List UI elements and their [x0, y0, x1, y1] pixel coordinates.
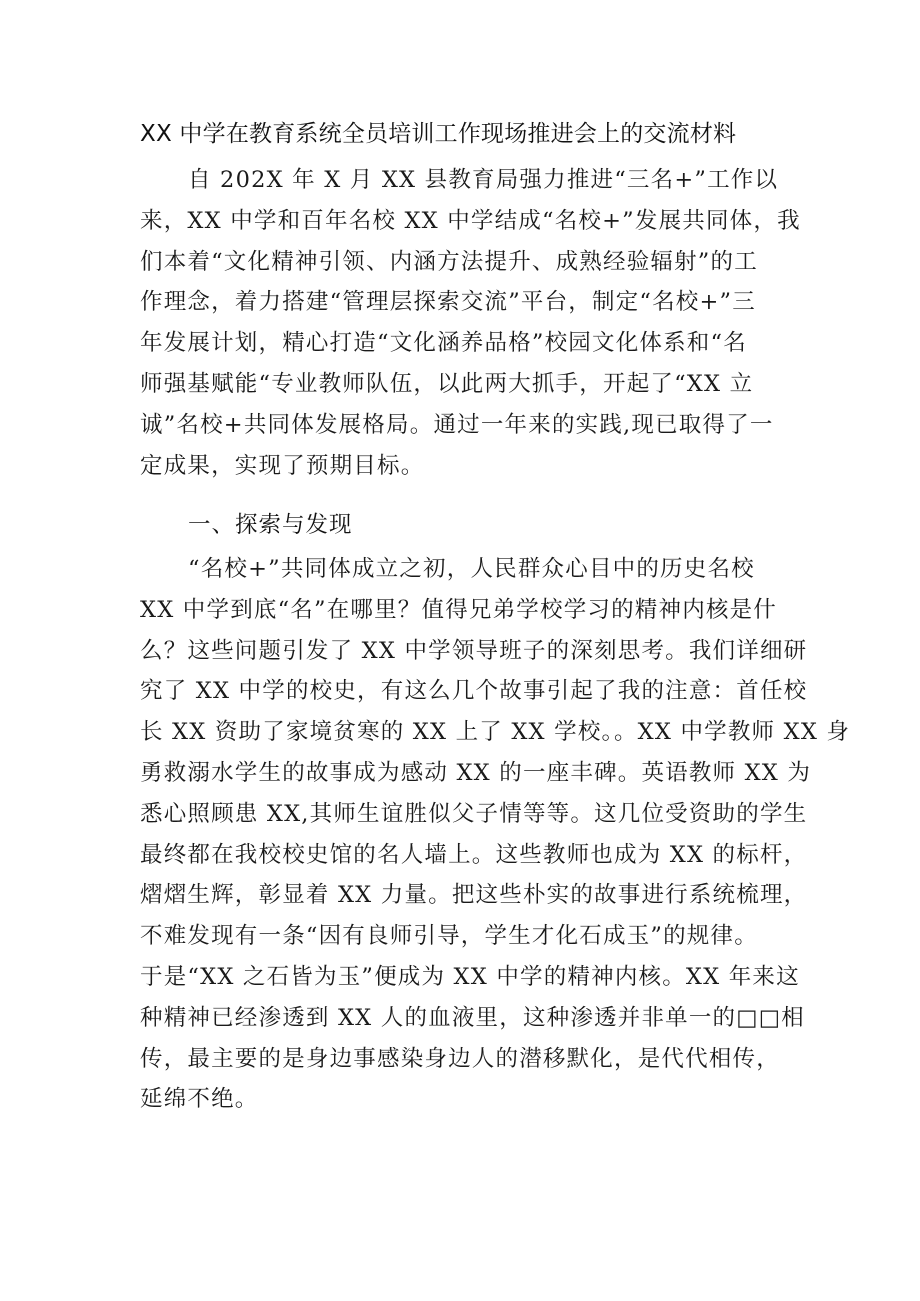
document-title: XX 中学在教育系统全员培训工作现场推进会上的交流材料	[140, 121, 737, 147]
section-line: 传，最主要的是身边事感染身边人的潜移默化，是代代相传，	[140, 1045, 780, 1072]
section-line: 不难发现有一条“因有良师引导，学生才化石成玉”的规律。	[140, 923, 758, 950]
intro-line: 定成果，实现了预期目标。	[140, 452, 425, 479]
section-1-paragraph	[140, 549, 851, 1120]
section-line: 种精神已经渗透到 XX 人的血液里，这种渗透并非单一的□□相	[140, 1004, 805, 1031]
section-line: XX 中学到底“名”在哪里？值得兄弟学校学习的精神内核是什	[140, 596, 777, 623]
section-line: 于是“XX 之石皆为玉”便成为 XX 中学的精神内核。XX 年来这	[140, 963, 800, 990]
intro-line: 作理念，着力搭建“管理层探索交流”平台，制定“名校+”三	[140, 289, 756, 316]
section-line: 究了 XX 中学的校史，有这么几个故事引起了我的注意：首任校	[140, 678, 808, 705]
intro-line: 来，XX 中学和百年名校 XX 中学结成“名校+”发展共同体，我	[140, 207, 801, 234]
section-line: 最终都在我校校史馆的名人墙上。这些教师也成为 XX 的标杆，	[140, 841, 808, 868]
intro-line: 师强基赋能“专业教师队伍，以此两大抓手，开起了“XX 立	[140, 370, 754, 397]
section-line: 悉心照顾患 XX,其师生谊胜似父子情等等。这几位受资助的学生	[140, 800, 808, 827]
intro-line: 们本着“文化精神引领、内涵方法提升、成熟经验辐射”的工	[140, 248, 758, 275]
intro-line: 诚”名校+共同体发展格局。通过一年来的实践,现已取得了一	[140, 411, 774, 438]
section-line: 么？这些问题引发了 XX 中学领导班子的深刻思考。我们详细研	[140, 637, 808, 664]
intro-line: 年发展计划，精心打造“文化涵养品格”校园文化体系和“名	[140, 330, 747, 357]
intro-line: 自 202X 年 X 月 XX 县教育局强力推进“三名+”工作以	[188, 167, 779, 193]
section-line: “名校+”共同体成立之初，人民群众心目中的历史名校	[188, 556, 755, 582]
section-line: 熠熠生辉，彰显着 XX 力量。把这些朴实的故事进行系统梳理，	[140, 882, 808, 909]
section-line: 长 XX 资助了家境贫寒的 XX 上了 XX 学校。。XX 中学教师 XX 身	[140, 719, 851, 746]
section-heading: 一、探索与发现	[188, 512, 353, 538]
intro-paragraph	[140, 160, 801, 486]
section-line: 勇救溺水学生的故事成为感动 XX 的一座丰碑。英语教师 XX 为	[140, 759, 812, 786]
section-line: 延绵不绝。	[140, 1086, 259, 1113]
